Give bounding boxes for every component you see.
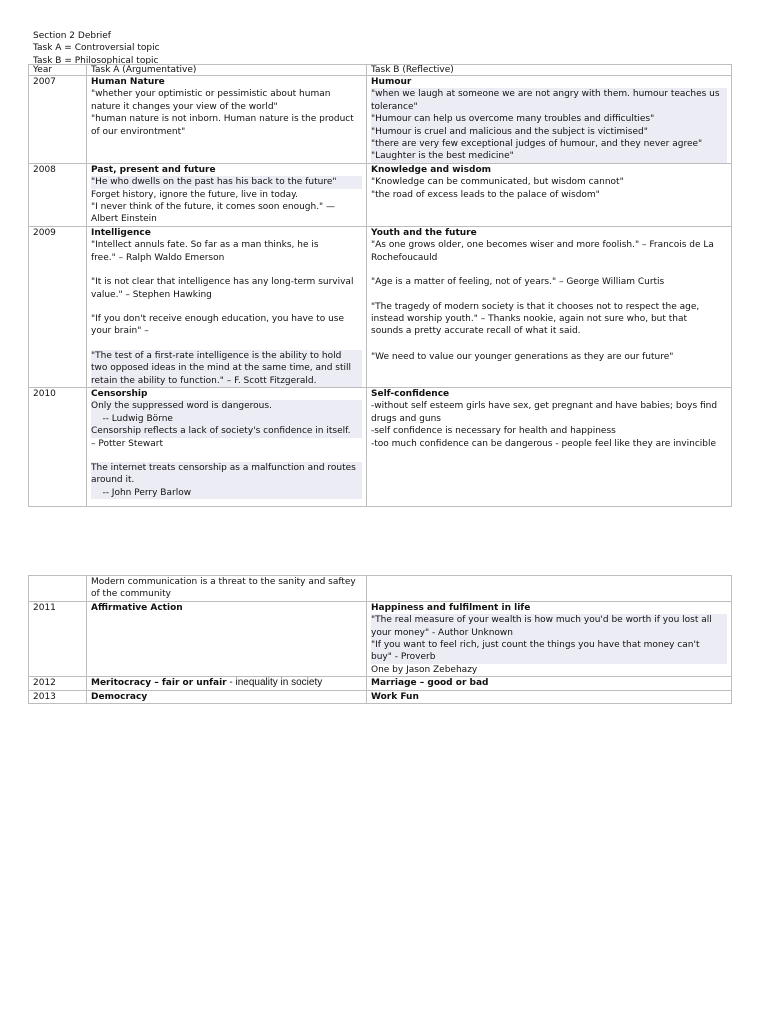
- task-a-cell: [87, 677, 367, 690]
- column-header-task-a: Task A (Argumentative): [87, 65, 367, 76]
- table-row: [29, 76, 732, 164]
- quote-line: of our environtment": [91, 126, 186, 137]
- spacer: [371, 289, 727, 301]
- topics-table-continued: [28, 575, 732, 704]
- task-a-cell: [87, 690, 367, 703]
- task-a-cell: [87, 226, 367, 387]
- task-a-definition: Task A = Controversial topic: [33, 43, 160, 54]
- quote-line: Censorship reflects a lack of society's confidence in itself.: [91, 425, 362, 437]
- quote-line: your brain" –: [91, 326, 149, 337]
- year-cell: 2007: [29, 76, 87, 164]
- year-cell: 2009: [29, 226, 87, 387]
- quote-line: your money" - Author Unknown: [371, 627, 727, 639]
- quote-line: "It is not clear that intelligence has any long-term survival: [91, 277, 354, 288]
- quote-line: "We need to value our younger generations as they are our future": [371, 351, 674, 362]
- task-a-topic: Intelligence: [91, 227, 151, 238]
- quote-line: "The tragedy of modern society is that it chooses not to respect the age,: [371, 301, 700, 312]
- task-b-topic: Marriage – good or bad: [371, 678, 489, 689]
- task-b-cell: [367, 690, 732, 703]
- quote-line: buy" - Proverb: [371, 651, 727, 663]
- topic-line: Modern communication is a threat to the sanity and saftey: [91, 577, 356, 587]
- task-a-cell: [87, 601, 367, 676]
- quote-line: "Laughter is the best medicine": [371, 150, 727, 162]
- column-header-year: Year: [29, 65, 87, 76]
- quote-line: value." – Stephen Hawking: [91, 289, 212, 300]
- task-b-definition: Task B = Philosophical topic: [33, 55, 159, 66]
- task-b-topic: Happiness and fulfilment in life: [371, 602, 531, 613]
- quote-line: "human nature is not inborn. Human nature is the product: [91, 114, 354, 125]
- year-cell: [29, 576, 87, 602]
- quote-line: nature it changes your view of the world": [91, 101, 278, 112]
- quote-line: "Knowledge can be communicated, but wisdom cannot": [371, 177, 624, 188]
- task-a-cell: [87, 163, 367, 226]
- note-line: -self confidence is necessary for health and happiness: [371, 426, 616, 437]
- quote-line: sounds a pretty accurate recall of what it said.: [371, 326, 581, 337]
- quote-line: The internet treats censorship as a malfunction and routes: [91, 462, 362, 474]
- table-row: [29, 601, 732, 676]
- task-b-topic: Knowledge and wisdom: [371, 164, 492, 175]
- task-b-cell: [367, 601, 732, 676]
- table-row: [29, 387, 732, 506]
- task-b-topic: Self-confidence: [371, 388, 450, 399]
- year-cell: 2013: [29, 690, 87, 703]
- quote-line: Albert Einstein: [91, 214, 157, 225]
- table-row: [29, 690, 732, 703]
- task-a-cell: [87, 76, 367, 164]
- quote-line: "the road of excess leads to the palace of wisdom": [371, 189, 600, 200]
- task-a-topic: Meritocracy – fair or unfair: [91, 678, 227, 689]
- note-line: -without self esteem girls have sex, get pregnant and have babies; boys find: [371, 401, 718, 412]
- quote-line: tolerance": [371, 101, 727, 113]
- task-a-topic: Human Nature: [91, 77, 165, 87]
- task-a-topic: Affirmative Action: [91, 602, 183, 613]
- spacer: [371, 338, 727, 351]
- quote-line: -- Ludwig Börne: [91, 413, 362, 425]
- quote-line: "The test of a first-rate intelligence is the ability to hold: [91, 350, 362, 362]
- column-header-task-b: Task B (Reflective): [367, 65, 732, 76]
- quote-line: two opposed ideas in the mind at the same time, and still: [91, 362, 362, 374]
- quote-line: "Age is a matter of feeling, not of years." – George William Curtis: [371, 277, 665, 288]
- task-b-cell: [367, 76, 732, 164]
- quote-line: -- John Perry Barlow: [91, 487, 362, 499]
- task-a-topic: Past, present and future: [91, 164, 216, 175]
- quote-line: retain the ability to function." – F. Scott Fitzgerald.: [91, 375, 362, 387]
- task-a-topic: Censorship: [91, 388, 148, 399]
- spacer: [91, 301, 362, 313]
- task-a-cell: [87, 576, 367, 602]
- page-header: [33, 30, 160, 67]
- task-b-cell: [367, 576, 732, 602]
- spacer: [91, 264, 362, 276]
- quote-line: "The real measure of your wealth is how much you'd be worth if you lost all: [371, 614, 727, 626]
- quote-line: "As one grows older, one becomes wiser and more foolish." – Francois de La: [371, 240, 714, 251]
- task-a-topic-note: - inequality in society: [226, 677, 323, 689]
- task-b-cell: [367, 163, 732, 226]
- quote-line: "If you want to feel rich, just count the things you have that money can't: [371, 639, 727, 651]
- quote-line: "when we laugh at someone we are not angry with them. humour teaches us: [371, 88, 727, 100]
- topics-table: [28, 64, 732, 507]
- task-b-cell: [367, 387, 732, 506]
- year-cell: 2008: [29, 163, 87, 226]
- quote-line: "there are very few exceptional judges of humour, and they never agree": [371, 138, 727, 150]
- table-row: [29, 163, 732, 226]
- task-b-topic: Youth and the future: [371, 227, 477, 238]
- quote-line: "If you don't receive enough education, you have to use: [91, 313, 345, 324]
- quote-line: "I never think of the future, it comes soon enough." —: [91, 202, 336, 213]
- note-line: drugs and guns: [371, 413, 441, 424]
- quote-line: free." – Ralph Waldo Emerson: [91, 252, 225, 263]
- quote-line: "Humour can help us overcome many troubles and difficulties": [371, 113, 727, 125]
- quote-line: Rochefoucauld: [371, 252, 438, 263]
- year-cell: 2011: [29, 601, 87, 676]
- quote-line: around it.: [91, 474, 362, 486]
- topic-line: of the community: [91, 589, 171, 600]
- spacer: [91, 338, 362, 350]
- page-title: Section 2 Debrief: [33, 31, 111, 41]
- quote-line: Forget history, ignore the future, live in today.: [91, 189, 298, 200]
- task-b-topic: Work Fun: [371, 691, 419, 702]
- quote-line: instead worship youth." – Thanks nookie, again not sure who, but that: [371, 313, 688, 324]
- task-b-cell: [367, 226, 732, 387]
- quote-line: "Humour is cruel and malicious and the subject is victimised": [371, 126, 727, 138]
- quote-line: "Intellect annuls fate. So far as a man thinks, he is: [91, 240, 319, 251]
- table-row: [29, 677, 732, 690]
- task-b-cell: [367, 677, 732, 690]
- year-cell: 2012: [29, 677, 87, 690]
- task-a-cell: [87, 387, 367, 506]
- quote-line: – Potter Stewart: [91, 438, 164, 449]
- note-line: -too much confidence can be dangerous - people feel like they are invincible: [371, 438, 717, 449]
- task-a-topic: Democracy: [91, 691, 148, 702]
- year-cell: 2010: [29, 387, 87, 506]
- table-header-row: [29, 65, 732, 76]
- quote-line: Only the suppressed word is dangerous.: [91, 400, 362, 412]
- quote-line: "He who dwells on the past has his back to the future": [91, 176, 362, 188]
- task-b-topic: Humour: [371, 77, 412, 87]
- quote-line: "whether your optimistic or pessimistic about human: [91, 89, 331, 100]
- spacer: [91, 450, 362, 462]
- table-row: [29, 226, 732, 387]
- note-line: One by Jason Zebehazy: [371, 664, 478, 675]
- spacer: [371, 264, 727, 276]
- table-row: [29, 576, 732, 602]
